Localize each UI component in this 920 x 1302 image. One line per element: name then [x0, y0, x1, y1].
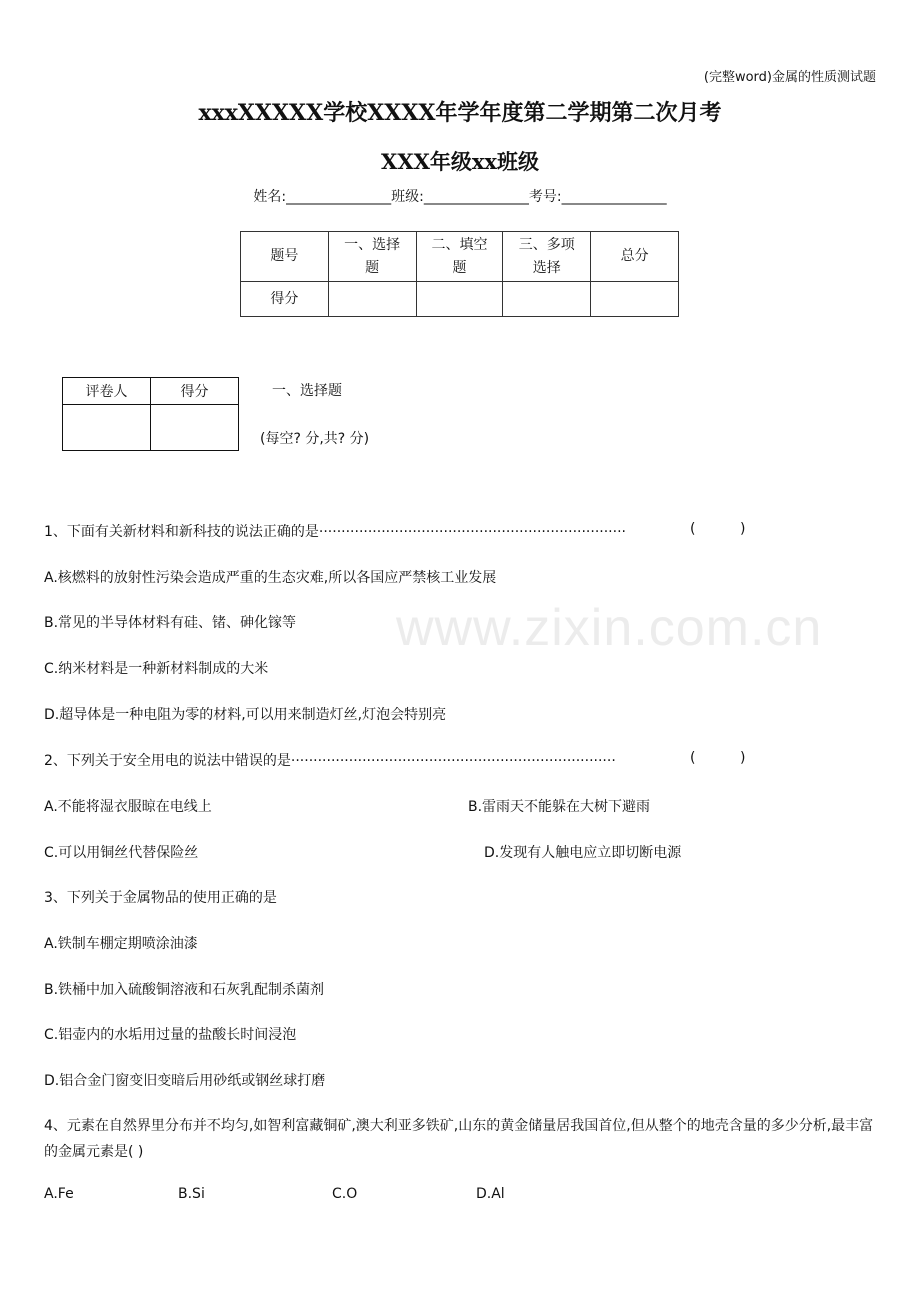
- question-2-option-a: A.不能将湿衣服晾在电线上: [44, 799, 212, 815]
- question-2-option-c: C.可以用铜丝代替保险丝: [44, 845, 199, 861]
- question-3-option-d: D.铝合金门窗变旧变暗后用砂纸或钢丝球打磨: [44, 1073, 326, 1089]
- question-1-option-a: A.核燃料的放射性污染会造成严重的生态灾难,所以各国应严禁核工业发展: [44, 570, 497, 586]
- grader-score-header: 得分: [151, 378, 239, 405]
- score-header-total: 总分: [591, 232, 679, 282]
- question-2-option-d: D.发现有人触电应立即切断电源: [484, 845, 682, 861]
- question-2-option-b: B.雷雨天不能躲在大树下避雨: [468, 799, 651, 815]
- grader-score-cell: [151, 405, 239, 451]
- score-row-label: 得分: [241, 282, 329, 317]
- question-3-option-b: B.铁桶中加入硫酸铜溶液和石灰乳配制杀菌剂: [44, 982, 325, 998]
- student-info-line: 姓名:_______________班级:_______________考号:_______________: [253, 189, 667, 205]
- exam-title: xxxXXXXX学校XXXX年学年度第二学期第二次月考: [198, 100, 722, 126]
- question-1-option-d: D.超导体是一种电阻为零的材料,可以用来制造灯丝,灯泡会特别亮: [44, 707, 447, 723]
- section-title: 一、选择题: [272, 383, 342, 399]
- question-4-stem: 4、元素在自然界里分布并不均匀,如智利富藏铜矿,澳大利亚多铁矿,山东的黄金储量居我国首位,但从整个的地壳含量的多少分析,最丰富的金属元素是( ): [44, 1118, 874, 1160]
- question-3-option-a: A.铁制车棚定期喷涂油漆: [44, 936, 198, 952]
- question-2-stem: 2、下列关于安全用电的说法中错误的是·········································································: [44, 753, 616, 769]
- section-note: (每空? 分,共? 分): [260, 431, 370, 447]
- question-1-option-c: C.纳米材料是一种新材料制成的大米: [44, 661, 269, 677]
- score-header-choice: 一、选择 题: [328, 232, 416, 282]
- question-4-option-c: C.O: [332, 1186, 358, 1202]
- score-header-fill: 二、填空 题: [416, 232, 503, 282]
- question-4-option-b: B.Si: [178, 1186, 205, 1202]
- grader-table: [62, 377, 239, 451]
- grader-header: 评卷人: [63, 378, 151, 405]
- grader-cell: [63, 405, 151, 451]
- score-cell: [328, 282, 416, 317]
- question-4-option-d: D.Al: [476, 1186, 505, 1202]
- question-2-answer-paren: ( ): [690, 750, 746, 766]
- score-cell: [416, 282, 503, 317]
- question-1-answer-paren: ( ): [690, 521, 746, 537]
- watermark: www.zixin.com.cn: [396, 599, 823, 657]
- question-1-option-b: B.常见的半导体材料有硅、锗、砷化镓等: [44, 615, 297, 631]
- class-title: XXX年级xx班级: [381, 149, 539, 174]
- score-header-number: 题号: [241, 232, 329, 282]
- score-cell: [591, 282, 679, 317]
- score-summary-table: [240, 231, 679, 317]
- question-3-option-c: C.铝壶内的水垢用过量的盐酸长时间浸泡: [44, 1027, 297, 1043]
- question-3-stem: 3、下列关于金属物品的使用正确的是: [44, 890, 277, 906]
- question-4-option-a: A.Fe: [44, 1186, 74, 1202]
- question-1-stem: 1、下面有关新材料和新科技的说法正确的是·····································································: [44, 524, 626, 540]
- score-header-multi: 三、多项 选择: [503, 232, 591, 282]
- header-note: (完整word)金属的性质测试题: [703, 70, 876, 85]
- score-cell: [503, 282, 591, 317]
